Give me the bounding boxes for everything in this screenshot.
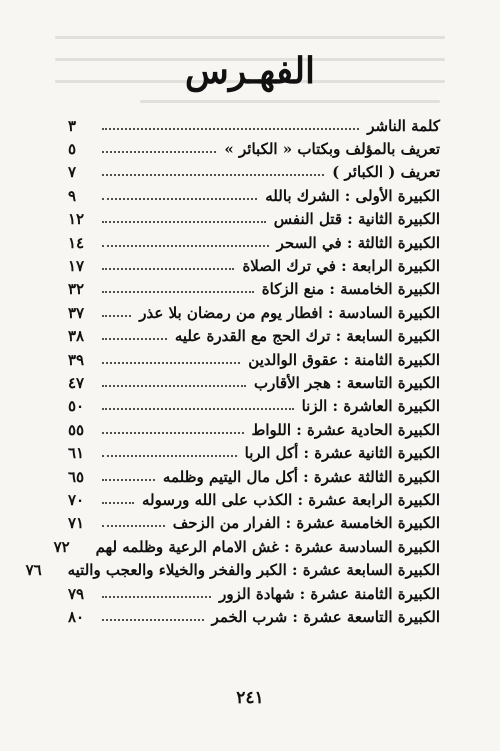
dot-leader (102, 449, 237, 457)
toc-entry-page: ٦١ (68, 444, 85, 463)
toc-entry-title: الكبيرة السادسة : افطار يوم من رمضان بلا عذر (139, 303, 440, 322)
toc-entry (68, 371, 440, 394)
toc-entry (68, 325, 440, 348)
toc-entry-page: ٧١ (68, 514, 85, 533)
toc-entry-title: الكبيرة الخامسة عشرة : الفرار من الزحف (172, 514, 440, 533)
toc-entry-page: ٣٢ (68, 280, 85, 299)
toc-entry (68, 441, 440, 464)
toc-entry-title: الكبيرة الرابعة : في ترك الصلاة (242, 257, 440, 276)
dot-leader (102, 285, 254, 293)
toc-entry-title: الكبيرة الخامسة : منع الزكاة (261, 280, 440, 299)
toc-entry-page: ٧٩ (68, 584, 85, 603)
toc-entry (68, 278, 440, 301)
toc-entry-page: ١٧ (68, 257, 85, 276)
dot-leader (102, 356, 240, 364)
toc-entry-title: تعريف ( الكبائر ) (332, 163, 440, 182)
toc-entry-page: ٣٧ (68, 303, 85, 322)
toc-entry (68, 208, 440, 231)
toc-entry (68, 301, 440, 324)
toc-entry-title: الكبيرة السادسة عشرة : غش الامام الرعية وظلمه لهم (95, 537, 440, 556)
toc-entry-title: الكبيرة الثامنة عشرة : شهادة الزور (219, 584, 440, 603)
toc-entry-page: ٣٨ (68, 327, 85, 346)
toc-entry-title: الكبيرة السابعة : ترك الحج مع القدرة عليه (174, 327, 440, 346)
dot-leader (102, 309, 131, 317)
dot-leader (102, 402, 294, 410)
dot-leader (102, 590, 211, 598)
toc-entry-page: ٣ (68, 116, 77, 135)
toc-entry-page: ٥ (68, 140, 77, 159)
toc-entry (68, 254, 440, 277)
dot-leader (102, 519, 165, 527)
toc-entry-page: ٩ (68, 186, 77, 205)
toc-entry-title: كلمة الناشر (367, 116, 440, 135)
toc-entry-title: الكبيرة التاسعة : هجر الأقارب (253, 373, 440, 392)
toc-entry-title: الكبيرة الثانية : قتل النفس (273, 210, 440, 229)
toc-entry-page: ٧٠ (68, 490, 85, 509)
toc-entry-title: الكبيرة الثامنة : عقوق الوالدين (248, 350, 440, 369)
table-of-contents (25, 114, 440, 629)
toc-entry-page: ٤٧ (68, 373, 85, 392)
page-number: ٢٤١ (236, 688, 264, 708)
dot-leader (102, 613, 204, 621)
dot-leader (102, 379, 246, 387)
toc-entry (68, 137, 440, 160)
dot-leader (102, 122, 359, 130)
toc-entry (68, 512, 440, 535)
toc-entry-page: ٥٥ (68, 420, 85, 439)
toc-entry (68, 395, 440, 418)
toc-entry-page: ٧ (68, 163, 77, 182)
toc-entry (68, 488, 440, 511)
toc-entry (25, 558, 440, 581)
toc-entry-page: ٨٠ (68, 607, 85, 626)
dot-leader (102, 473, 155, 481)
toc-entry (53, 535, 440, 558)
toc-entry-title: الكبيرة الحادية عشرة : اللواط (251, 420, 440, 439)
dot-leader (102, 192, 257, 200)
toc-entry-title: الكبيرة الثالثة : في السحر (276, 233, 440, 252)
toc-entry-page: ٥٠ (68, 397, 85, 416)
toc-entry-page: ٣٩ (68, 350, 85, 369)
toc-entry-title: الكبيرة الأولى : الشرك بالله (265, 186, 440, 205)
toc-entry-page: ٦٥ (68, 467, 85, 486)
toc-entry-page: ٧٢ (53, 537, 70, 556)
toc-entry-title: الكبيرة الرابعة عشرة : الكذب على الله ورسوله (141, 490, 440, 509)
dot-leader (102, 496, 134, 504)
toc-entry-title: الكبيرة السابعة عشرة : الكبر والفخر والخيلاء والعجب والتيه (67, 561, 440, 580)
toc-entry (68, 348, 440, 371)
dot-leader (102, 262, 234, 270)
toc-entry-page: ١٢ (68, 210, 85, 229)
toc-entry-page: ٧٦ (25, 561, 42, 580)
toc-entry-title: الكبيرة العاشرة : الزنا (301, 397, 440, 416)
toc-entry-title: الكبيرة التاسعة عشرة : شرب الخمر (211, 607, 440, 626)
dot-leader (102, 168, 324, 176)
dot-leader (102, 215, 266, 223)
page-title: الفهـرس (184, 50, 316, 92)
toc-entry-page: ١٤ (68, 233, 85, 252)
toc-entry-title: تعريف بالمؤلف وبكتاب « الكبائر » (224, 140, 440, 159)
dot-leader (102, 332, 167, 340)
dot-leader (102, 145, 216, 153)
toc-entry (68, 605, 440, 628)
dot-leader (102, 426, 244, 434)
toc-entry-title: الكبيرة الثالثة عشرة : أكل مال اليتيم وظلمه (162, 467, 440, 486)
toc-entry (68, 418, 440, 441)
toc-entry (68, 161, 440, 184)
toc-entry (68, 184, 440, 207)
toc-entry (68, 114, 440, 137)
toc-entry (68, 465, 440, 488)
toc-entry-title: الكبيرة الثانية عشرة : أكل الربا (244, 444, 440, 463)
toc-entry (68, 231, 440, 254)
dot-leader (102, 239, 269, 247)
toc-entry (68, 582, 440, 605)
